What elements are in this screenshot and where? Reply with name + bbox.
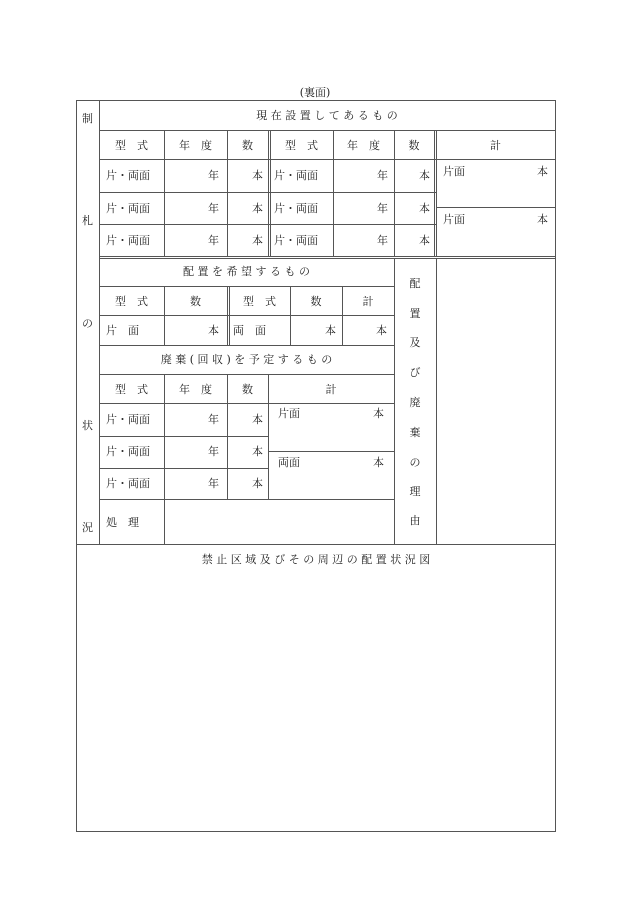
header-total: 計 <box>325 383 337 396</box>
row-count: 本 <box>252 445 263 458</box>
desired-count: 本 <box>208 324 219 337</box>
row-count: 本 <box>419 169 430 182</box>
row-year: 年 <box>208 477 219 490</box>
disposal-title: 廃 棄 ( 回 収 ) を 予 定 す る も の <box>160 353 333 366</box>
desired-count: 本 <box>325 324 336 337</box>
row-count: 本 <box>252 477 263 490</box>
row-type: 片・両面 <box>106 234 150 247</box>
row-type: 片・両面 <box>106 202 150 215</box>
row-year: 年 <box>377 169 388 182</box>
row-type: 片・両面 <box>106 477 150 490</box>
reason-label-char: び <box>409 366 421 379</box>
total-unit: 本 <box>537 165 548 178</box>
row-year: 年 <box>208 169 219 182</box>
row-type: 片・両面 <box>106 169 150 182</box>
row-year: 年 <box>377 234 388 247</box>
header-count: 数 <box>310 295 322 308</box>
desired-type: 両 面 <box>233 324 266 337</box>
desired-type: 片 面 <box>106 324 139 337</box>
desired-total: 本 <box>376 324 387 337</box>
map-title: 禁 止 区 域 及 び そ の 周 辺 の 配 置 状 況 図 <box>201 553 431 566</box>
header-year: 年 度 <box>347 139 380 152</box>
row-year: 年 <box>208 445 219 458</box>
total-unit: 本 <box>373 407 384 420</box>
reason-label-char: 配 <box>409 277 421 290</box>
status-label-char: 制 <box>82 112 93 125</box>
row-count: 本 <box>419 202 430 215</box>
row-year: 年 <box>208 413 219 426</box>
row-type: 片・両面 <box>106 445 150 458</box>
status-label-char: の <box>82 317 93 330</box>
reason-label-char: 棄 <box>409 426 421 439</box>
row-count: 本 <box>252 202 263 215</box>
header-type: 型 式 <box>115 295 148 308</box>
row-count: 本 <box>252 169 263 182</box>
reason-label-char: 及 <box>409 336 421 349</box>
total-label: 片面 <box>278 407 300 420</box>
header-type: 型 式 <box>115 383 148 396</box>
header-count: 数 <box>242 383 253 396</box>
total-unit: 本 <box>537 213 548 226</box>
total-label: 片面 <box>443 213 465 226</box>
header-total: 計 <box>490 139 501 152</box>
row-year: 年 <box>208 202 219 215</box>
reason-label-char: 置 <box>409 307 421 320</box>
page-caption: (裏面) <box>299 86 331 99</box>
status-label-char: 況 <box>82 521 93 534</box>
processing-label: 処 理 <box>106 516 139 529</box>
reason-label-char: 廃 <box>409 396 421 409</box>
header-count: 数 <box>408 139 420 152</box>
reason-label-char: 由 <box>409 514 421 527</box>
header-year: 年 度 <box>179 139 212 152</box>
reason-label-char: 理 <box>409 485 421 498</box>
row-count: 本 <box>419 234 430 247</box>
current-title: 現 在 設 置 し て あ る も の <box>256 109 398 122</box>
row-count: 本 <box>252 234 263 247</box>
header-type: 型 式 <box>115 139 148 152</box>
total-unit: 本 <box>373 456 384 469</box>
total-label: 両面 <box>278 456 300 469</box>
header-year: 年 度 <box>179 383 212 396</box>
row-year: 年 <box>377 202 388 215</box>
row-type: 片・両面 <box>274 234 318 247</box>
row-type: 片・両面 <box>106 413 150 426</box>
row-year: 年 <box>208 234 219 247</box>
desired-title: 配 置 を 希 望 す る も の <box>183 265 310 278</box>
total-label: 片面 <box>443 165 465 178</box>
status-label-char: 状 <box>82 419 93 432</box>
row-type: 片・両面 <box>274 169 318 182</box>
header-total: 計 <box>362 295 374 308</box>
status-label-char: 札 <box>82 214 93 227</box>
reason-label-char: の <box>409 456 421 469</box>
row-count: 本 <box>252 413 263 426</box>
header-type: 型 式 <box>243 295 276 308</box>
header-count: 数 <box>242 139 253 152</box>
header-type: 型 式 <box>285 139 318 152</box>
row-type: 片・両面 <box>274 202 318 215</box>
header-count: 数 <box>190 295 201 308</box>
